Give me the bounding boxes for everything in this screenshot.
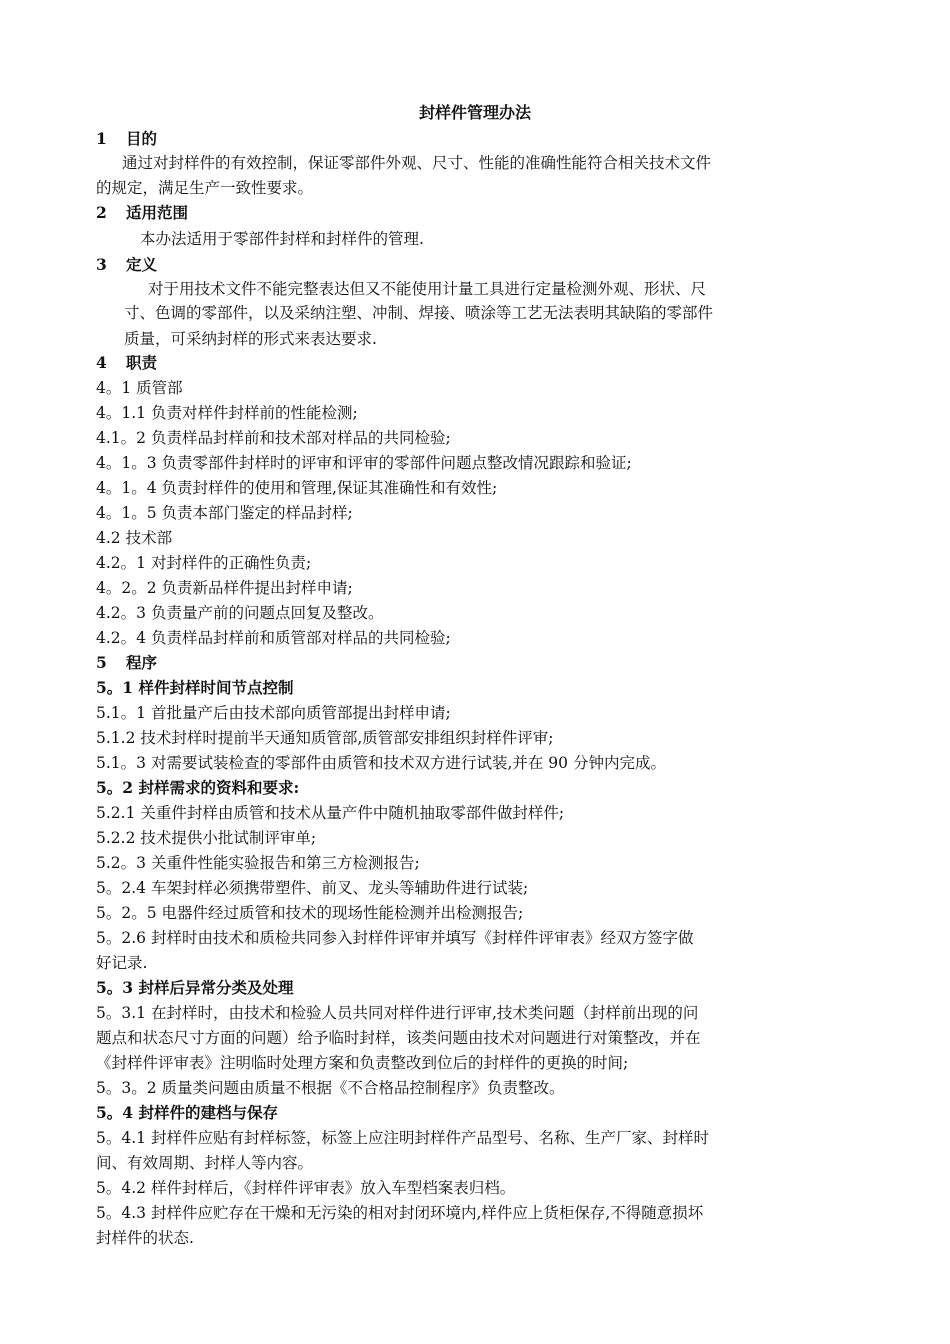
subsection-heading: 5。4 封样件的建档与保存 — [96, 1103, 278, 1122]
text-line: 对于用技术文件不能完整表达但又不能使用计量工具进行定量检测外观、形状、尺 — [148, 280, 707, 298]
text-line: 好记录. — [96, 954, 148, 972]
section-heading — [96, 651, 157, 673]
section-heading — [96, 201, 188, 223]
text-line: 间、有效周期、封样人等内容。 — [96, 1154, 314, 1172]
text-line: 5.1。3 对需要试装检查的零部件由质管和技术双方进行试装,并在 90 分钟内完成。 — [96, 754, 666, 772]
section-number: 4 — [96, 353, 107, 372]
section-heading — [96, 127, 157, 149]
text-line: 4。1。5 负责本部门鉴定的样品封样; — [96, 504, 353, 522]
text-line: 4。2。2 负责新品样件提出封样申请; — [96, 579, 353, 597]
text-line: 4。1。4 负责封样件的使用和管理,保证其准确性和有效性; — [96, 479, 498, 497]
text-line: 5.2.1 关重件封样由质管和技术从量产件中随机抽取零部件做封样件; — [96, 804, 565, 822]
text-line: 寸、色调的零部件，以及采纳注塑、冲制、焊接、喷涂等工艺无法表明其缺陷的零部件 — [124, 304, 714, 322]
text-line: 5.1。1 首批量产后由技术部向质管部提出封样申请; — [96, 704, 451, 722]
text-line: 4.2。1 对封样件的正确性负责; — [96, 554, 312, 572]
section-heading — [96, 351, 157, 373]
text-line: 质量，可采纳封样的形式来表达要求. — [124, 330, 377, 348]
text-line: 的规定，满足生产一致性要求。 — [96, 179, 314, 197]
text-line: 5.2.2 技术提供小批试制评审单; — [96, 829, 317, 847]
text-line: 5。3.1 在封样时，由技术和检验人员共同对样件进行评审,技术类问题（封样前出现的问 — [96, 1004, 699, 1022]
text-line: 通过对封样件的有效控制，保证零部件外观、尺寸、性能的准确性能符合相关技术文件 — [122, 154, 712, 172]
section-number: 1 — [96, 129, 107, 148]
section-number: 3 — [96, 255, 107, 274]
section-title: 定义 — [126, 255, 158, 274]
subsection-heading: 5。1 样件封样时间节点控制 — [96, 678, 294, 697]
text-line: 5。4.3 封样件应贮存在干燥和无污染的相对封闭环境内,样件应上货柜保存,不得随意损坏 — [96, 1204, 704, 1222]
text-line: 本办法适用于零部件封样和封样件的管理. — [140, 230, 424, 248]
text-line: 5。2.4 车架封样必须携带塑件、前叉、龙头等辅助件进行试装; — [96, 879, 529, 897]
text-line: 5。3。2 质量类问题由质量不根据《不合格品控制程序》负责整改。 — [96, 1079, 565, 1097]
section-title: 适用范围 — [126, 203, 189, 222]
text-line: 4。1。3 负责零部件封样时的评审和评审的零部件问题点整改情况跟踪和验证; — [96, 454, 632, 472]
text-line: 题点和状态尺寸方面的问题）给予临时封样，该类问题由技术对问题进行对策整改，并在 — [96, 1029, 701, 1047]
text-line: 5.2。3 关重件性能实验报告和第三方检测报告; — [96, 854, 420, 872]
section-title: 目的 — [126, 129, 158, 148]
subsection-heading: 5。2 封样需求的资料和要求: — [96, 778, 300, 797]
text-line: 4.2。4 负责样品封样前和质管部对样品的共同检验; — [96, 629, 451, 647]
section-title: 职责 — [126, 353, 158, 372]
subsection-heading: 5。3 封样后异常分类及处理 — [96, 978, 294, 997]
text-line: 5。4.1 封样件应贴有封样标签，标签上应注明封样件产品型号、名称、生产厂家、封样时 — [96, 1129, 709, 1147]
text-line: 5。2.6 封样时由技术和质检共同参入封样件评审并填写《封样件评审表》经双方签字做 — [96, 929, 694, 947]
document-title: 封样件管理办法 — [418, 103, 531, 122]
text-line: 4。1 质管部 — [96, 379, 183, 397]
text-line: 封样件的状态. — [96, 1229, 194, 1247]
text-line: 《封样件评审表》注明临时处理方案和负责整改到位后的封样件的更换的时间; — [96, 1054, 629, 1072]
section-heading — [96, 253, 157, 275]
text-line: 4.2 技术部 — [96, 529, 173, 547]
text-line: 4.1。2 负责样品封样前和技术部对样品的共同检验; — [96, 429, 451, 447]
text-line: 5。2。5 电器件经过质管和技术的现场性能检测并出检测报告; — [96, 904, 524, 922]
text-line: 5。4.2 样件封样后，《封样件评审表》放入车型档案表归档。 — [96, 1179, 516, 1197]
section-number: 2 — [96, 203, 107, 222]
section-title: 程序 — [126, 653, 158, 672]
text-line: 4.2。3 负责量产前的问题点回复及整改。 — [96, 604, 384, 622]
section-number: 5 — [96, 653, 107, 672]
text-line: 4。1.1 负责对样件封样前的性能检测; — [96, 404, 358, 422]
text-line: 5.1.2 技术封样时提前半天通知质管部,质管部安排组织封样件评审; — [96, 729, 554, 747]
